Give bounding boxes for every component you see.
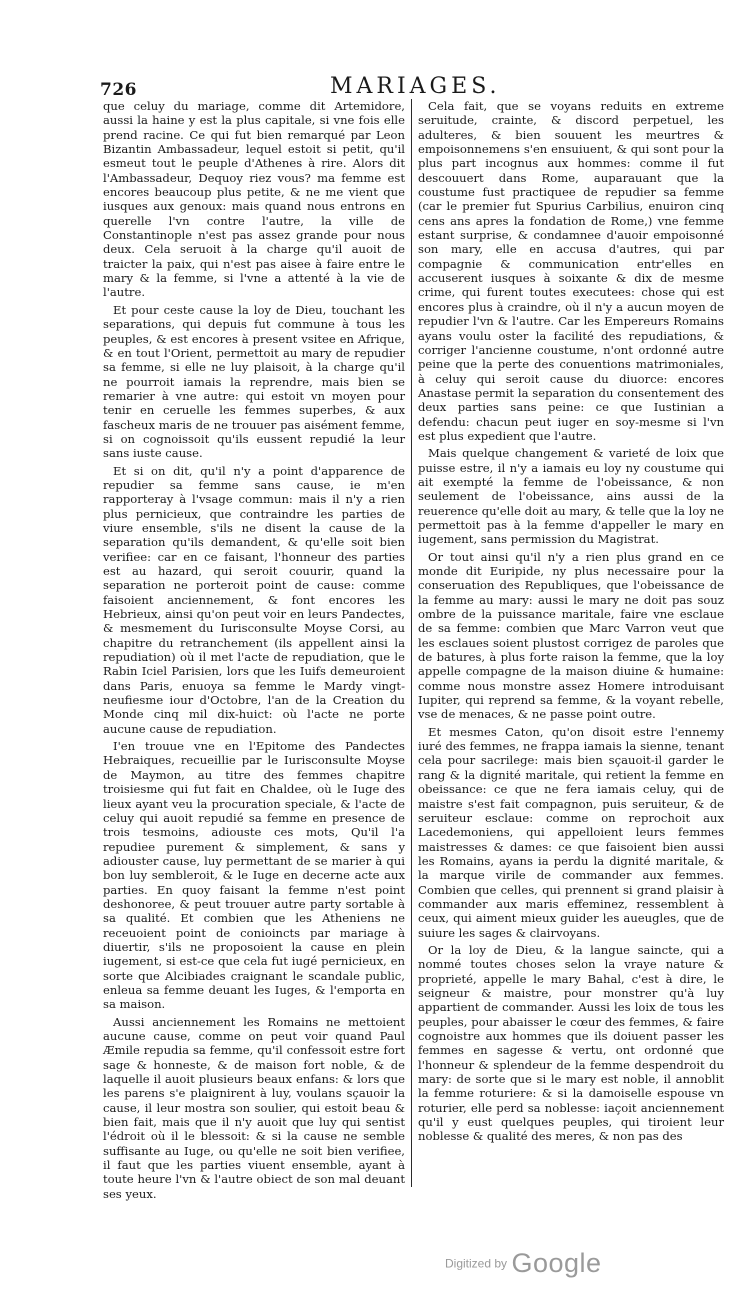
- column-divider: [411, 99, 412, 1187]
- paragraph: que celuy du mariage, comme dit Artemidore, aussi la haine y est la plus capitale, si vne fois elle prend racine. Ce qui fut bien remarqué par Leon Bizantin Ambassadeur, lequel estoit si petit, qu'il esmeut tout le peuple d'Athenes à rire. Alors dit l'Ambassadeur, Dequoy riez vous? ma femme est encores beaucoup plus petite, & ne me vient que iusques aux genoux: mais quand nous entrons en querelle l'vn contre l'autre, la ville de Constantinople n'est pas assez grande pour nous deux. Cela seruoit à la charge qu'il auoit de traicter la paix, qui n'est pas aisee à faire entre le mary & la femme, si l'vne a attenté à la vie de l'autre.: [103, 99, 405, 300]
- google-logo: Google: [511, 1248, 602, 1278]
- paragraph: Et mesmes Caton, qu'on disoit estre l'ennemy iuré des femmes, ne frappa iamais la sienne, tenant cela pour sacrilege: mais bien sçauoit-il garder le rang & la dignité maritale, qui retient la femme en obeissance: ce que ne fera iamais celuy, qui de maistre s'est fait compagnon, puis seruiteur, & de seruiteur esclaue: comme on reprochoit aux Lacedemoniens, qui appelloient leurs femmes maistresses & dames: ce que faisoient bien aussi les Romains, ayans ia perdu la dignité maritale, & la marque virile de commander aux femmes. Combien que celles, qui prennent si grand plaisir à commander aux maris effeminez, ressemblent à ceux, qui aiment mieux guider les aueugles, que de suiure les sages & clairvoyans.: [418, 724, 724, 940]
- left-text-column: [103, 99, 405, 1203]
- page-number: 726: [100, 80, 137, 100]
- paragraph: Cela fait, que se voyans reduits en extreme seruitude, crainte, & discord perpetuel, les adulteres, & bien souuent les meurtres & empoisonnemens s'en ensuiuent, & qui sont pour la plus part incognus aux hommes: comme il fut descouuert dans Rome, auparauant que la coustume fust practiquee de repudier sa femme (car le premier fut Spurius Carbilius, enuiron cinq cens ans apres la fondation de Rome,) vne femme estant surprise, & condamnee d'auoir empoisonné son mary, elle en accusa d'autres, qui par compagnie & communication entr'elles en accuserent iusques à soixante & dix de mesme crime, qui furent toutes executees: chose qui est encores plus à craindre, où il n'y a aucun moyen de repudier l'vn & l'autre. Car les Empereurs Romains ayans voulu oster la facilité des repudiations, & corriger l'ancienne coustume, n'ont ordonné autre peine que la perte des conuentions matrimoniales, à celuy qui seroit cause du diuorce: encores Anastase permit la separation du consentement des deux parties sans peine: ce que Iustinian a defendu: chacun peut iuger en soy-mesme si l'vn est plus expedient que l'autre.: [418, 99, 724, 443]
- right-text-column: [418, 99, 724, 1146]
- paragraph: Et pour ceste cause la loy de Dieu, touchant les separations, qui depuis fut commune à tous les peuples, & est encores à present vsitee en Afrique, & en tout l'Orient, permettoit au mary de repudier sa femme, si elle ne luy plaisoit, à la charge qu'il ne pourroit iamais la reprendre, mais bien se remarier à vne autre: qui estoit vn moyen pour tenir en ceruelle les femmes superbes, & aux fascheux maris de ne trouuer pas aisément femme, si on cognoissoit qu'ils eussent repudié la leur sans iuste cause.: [103, 302, 405, 461]
- paragraph: Or la loy de Dieu, & la langue saincte, qui a nommé toutes choses selon la vraye nature & proprieté, appelle le mary Bahal, c'est à dire, le seigneur & maistre, pour monstrer qu'à luy appartient de commander. Aussi les loix de tous les peuples, pour abaisser le cœur des femmes, & faire cognoistre aux hommes que ils doiuent passer les femmes en sagesse & vertu, ont ordonné que l'honneur & splendeur de la femme despendroit du mary: de sorte que si le mary est noble, il annoblit la femme roturiere: & si la damoiselle espouse vn roturier, elle perd sa noblesse: iaçoit anciennement qu'il y eust quelques peuples, qui tiroient leur noblesse & qualité des meres, & non pas des: [418, 942, 724, 1144]
- running-title: MARIAGES.: [330, 74, 501, 99]
- paragraph: Mais quelque changement & varieté de loix que puisse estre, il n'y a iamais eu loy ny coustume qui ait exempté la femme de l'obeissance, & non seulement de l'obeissance, ains aussi de la reuerence qu'elle doit au mary, & telle que la loy ne permettoit pas à la femme d'appeller le mary en iugement, sans permission du Magistrat.: [418, 446, 724, 547]
- paragraph: Aussi anciennement les Romains ne mettoient aucune cause, comme on peut voir quand Paul Æmile repudia sa femme, qu'il confessoit estre fort sage & honneste, & de maison fort noble, & de laquelle il auoit plusieurs beaux enfans: & lors que les parens s'e plaignirent à luy, voulans sçauoir la cause, il leur mostra son soulier, qui estoit beau & bien fait, mais que il n'y auoit que luy qui sentist l'édroit où il le blessoit: & si la cause ne semble suffisante au Iuge, ou qu'elle ne soit bien verifiee, il faut que les parties viuent ensemble, ayant à toute heure l'vn & l'autre obiect de son mal deuant ses yeux.: [103, 1014, 405, 1201]
- digitized-watermark: [445, 1248, 602, 1279]
- paragraph: Or tout ainsi qu'il n'y a rien plus grand en ce monde dit Euripide, ny plus necessaire pour la conseruation des Republiques, que l'obeissance de la femme au mary: aussi le mary ne doit pas souz ombre de la puissance maritale, faire vne esclaue de sa femme: combien que Marc Varron veut que les esclaues soient plustost corrigez de paroles que de batures, à plus forte raison la femme, que la loy appelle compagne de la maison diuine & humaine: comme nous monstre assez Homere introduisant Iupiter, qui reprend sa femme, & la voyant rebelle, vse de menaces, & ne passe point outre.: [418, 549, 724, 722]
- watermark-prefix: Digitized by: [445, 1256, 508, 1271]
- paragraph: Et si on dit, qu'il n'y a point d'apparence de repudier sa femme sans cause, ie m'en rapporteray à l'vsage commun: mais il n'y a rien plus pernicieux, que contraindre les parties de viure ensemble, s'ils ne disent la cause de la separation qu'ils demandent, & qu'elle soit bien verifiee: car en ce faisant, l'honneur des parties est au hazard, qui seroit couurir, quand la separation ne porteroit point de cause: comme faisoient anciennement, & font encores les Hebrieux, ainsi qu'on peut voir en leurs Pandectes, & mesmement du Iurisconsulte Moyse Corsi, au chapitre du retranchement (ils appellent ainsi la repudiation) où il met l'acte de repudiation, que le Rabin Iciel Parisien, lors que les Iuifs demeuroient dans Paris, enuoya sa femme le Mardy vingt-neufiesme iour d'Octobre, l'an de la Creation du Monde cinq mil dix-huict: où l'acte ne porte aucune cause de repudiation.: [103, 463, 405, 736]
- paragraph: I'en trouue vne en l'Epitome des Pandectes Hebraiques, recueillie par le Iurisconsulte Moyse de Maymon, au titre des femmes chapitre troisiesme qui fut fait en Chaldee, où le Iuge des lieux ayant veu la procuration speciale, & l'acte de celuy qui auoit repudié sa femme en presence de trois tesmoins, adiouste ces mots, Qu'il l'a repudiee purement & simplement, & sans y adiouster cause, luy permettant de se marier à qui bon luy sembleroit, & le Iuge en decerne acte aux parties. En quoy faisant la femme n'est point deshonoree, & peut trouuer autre party sortable à sa qualité. Et combien que les Atheniens ne receuoient point de conioincts par mariage à diuertir, s'ils ne proposoient la cause en plein iugement, si est-ce que cela fut iugé pernicieux, en sorte que Alcibiades craignant le scandale public, enleua sa femme deuant les Iuges, & l'emporta en sa maison.: [103, 739, 405, 1012]
